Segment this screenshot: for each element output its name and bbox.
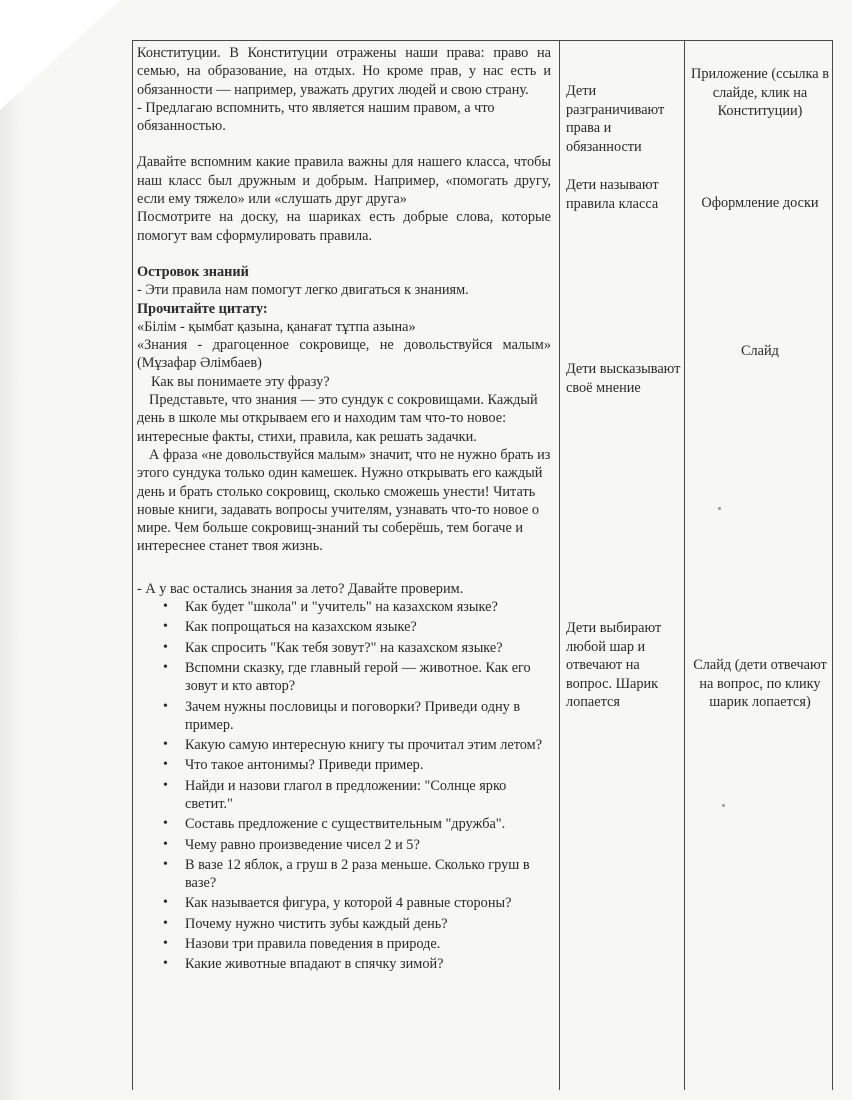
list-item: • В вазе 12 яблок, а груш в 2 раза меньше. Сколько груш в вазе?	[185, 856, 551, 893]
list-item: • Назови три правила поведения в природе.	[185, 935, 551, 953]
scan-speck	[718, 507, 721, 510]
quote-kazakh: «Білім - қымбат қазына, қанағат тұтпа азына»	[137, 318, 416, 335]
student-activity-rights: Дети разграничивают права и обязанности	[566, 83, 665, 155]
paragraph-summer-knowledge: - А у вас остались знания за лето? Давайте проверим.	[137, 580, 464, 597]
list-item: • Какую самую интересную книгу ты прочитал этим летом?	[185, 736, 551, 754]
resource-board-design: Оформление доски	[701, 195, 819, 211]
question-list	[137, 598, 551, 974]
page-edge-shadow	[0, 0, 22, 1100]
paragraph-board: Посмотрите на доску, на шариках есть добрые слова, которые помогут вам сформулировать правила.	[137, 209, 551, 244]
list-item: • Найди и назови глагол в предложении: "Солнце ярко светит."	[185, 777, 551, 814]
table-left-border	[132, 40, 133, 1090]
list-item: • Как называется фигура, у которой 4 равные стороны?	[185, 894, 551, 912]
student-activity-opinion: Дети высказывают своё мнение	[566, 361, 681, 396]
list-item: • Вспомни сказку, где главный герой — животное. Как его зовут и кто автор?	[185, 659, 551, 696]
scan-speck	[722, 804, 725, 807]
list-item: • Что такое антонимы? Приведи пример.	[185, 756, 551, 774]
paragraph-dont-settle: А фраза «не довольствуйся малым» значит, что не нужно брать из этого сундука только один камешек. Нужно открывать его каждый день и брать столько сокровищ, сколько сможешь унести! Читать новые книги, задавать вопросы учителям, узнавать что-то новое о мире. Чем больше сокровищ-знаний ты соберёшь, тем богаче и интереснее станет твоя жизнь.	[137, 446, 551, 555]
paragraph-constitution: Конституции. В Конституции отражены наши права: право на семью, на образование, на отдых. Но кроме прав, у нас есть и обязанности — например, уважать других людей и свою страну.	[137, 45, 551, 98]
resource-slide: Слайд	[741, 343, 779, 359]
list-item: • Чему равно произведение чисел 2 и 5?	[185, 836, 551, 854]
list-item: • Как спросить "Как тебя зовут?" на казахском языке?	[185, 639, 551, 657]
student-activity-rules: Дети называют правила класса	[566, 177, 659, 212]
paragraph-rules-help: - Эти правила нам помогут легко двигаться к знаниям.	[137, 282, 469, 299]
list-item: • Почему нужно чистить зубы каждый день?	[185, 915, 551, 933]
list-item: • Зачем нужны пословицы и поговорки? Приведи одну в пример.	[185, 698, 551, 735]
list-item: • Как будет "школа" и "учитель" на казахском языке?	[185, 598, 551, 616]
resource-appendix: Приложение (ссылка в слайде, клик на Конституции)	[691, 66, 829, 119]
teacher-activity-column	[137, 44, 551, 976]
student-activity-balloons: Дети выбирают любой шар и отвечают на вопрос. Шарик лопается	[566, 620, 662, 710]
table-column-divider-2	[684, 40, 685, 1090]
resource-slide-balloons: Слайд (дети отвечают на вопрос, по клику шарик лопается)	[693, 657, 827, 710]
list-item: • Как попрощаться на казахском языке?	[185, 618, 551, 636]
paragraph-treasure-chest: Представьте, что знания — это сундук с сокровищами. Каждый день в школе мы открываем его и находим там что-то новое: интересные факты, стихи, правила, как решать задачки.	[137, 392, 538, 445]
question-phrase: Как вы понимаете эту фразу?	[151, 373, 330, 390]
table-right-border	[832, 40, 833, 1090]
table-column-divider-1	[559, 40, 560, 1090]
folded-corner	[0, 0, 120, 110]
table-top-border	[132, 40, 832, 41]
paragraph-rights-duties: - Предлагаю вспомнить, что является нашим правом, а что обязанностью.	[137, 99, 495, 135]
list-item: • Составь предложение с существительным "дружба".	[185, 815, 551, 833]
heading-read-quote: Прочитайте цитату:	[137, 300, 268, 317]
heading-island-of-knowledge: Островок знаний	[137, 263, 249, 280]
paragraph-class-rules: Давайте вспомним какие правила важны для нашего класса, чтобы наш класс был дружным и добрым. Например, «помогать другу, если ему тяжело» или «слушать друг друга»	[137, 154, 551, 208]
quote-russian: «Знания - драгоценное сокровище, не довольствуйся малым» (Мұзафар Әлімбаев)	[137, 337, 551, 372]
list-item: • Какие животные впадают в спячку зимой?	[185, 955, 551, 973]
